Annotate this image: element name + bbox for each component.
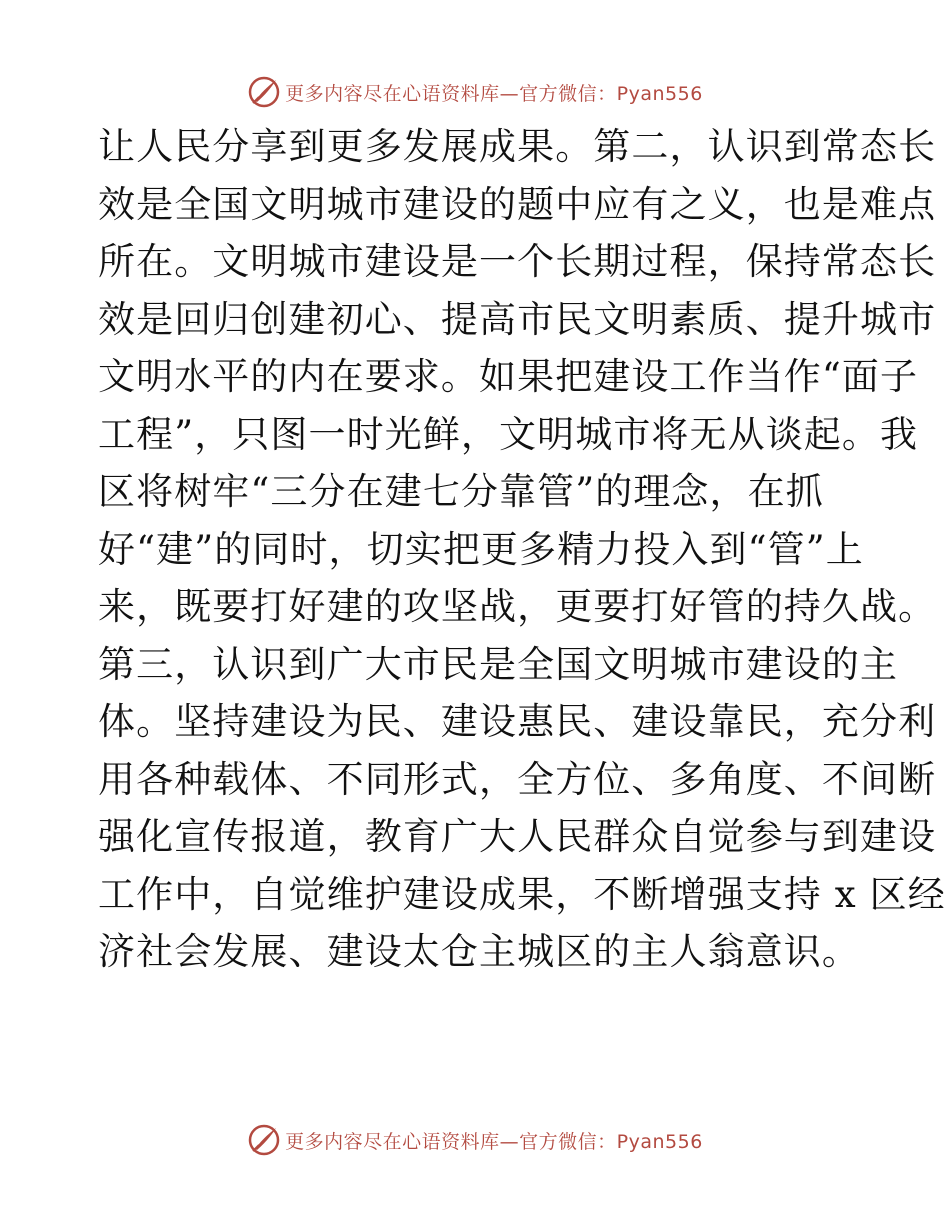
text-line: 强化宣传报道，教育广大人民群众自觉参与到建设 (98, 815, 937, 858)
text-line: 效是回归创建初心、提高市民文明素质、提升城市 (98, 297, 937, 341)
quill-logo-icon (247, 75, 281, 109)
header-banner-text: 更多内容尽在心语资料库—官方微信：Pyan556 (285, 82, 703, 105)
text-line: 文明水平的内在要求。如果把建设工作当作“面子 (98, 355, 919, 398)
document-body (98, 118, 946, 981)
text-line: 让人民分享到更多发展成果。第二，认识到常态长 (98, 125, 937, 168)
text-line: 好“建”的同时，切实把更多精力投入到“管”上 (98, 527, 864, 571)
text-line: 所在。文明城市建设是一个长期过程，保持常态长 (98, 240, 937, 283)
footer-banner (0, 1120, 950, 1160)
text-line: 第三，认识到广大市民是全国文明城市建设的主 (98, 642, 899, 686)
text-line: 区将树牢“三分在建七分靠管”的理念，在抓 (98, 470, 824, 513)
footer-banner-text: 更多内容尽在心语资料库—官方微信：Pyan556 (285, 1130, 703, 1153)
text-line: 工程”，只图一时光鲜，文明城市将无从谈起。我 (98, 412, 919, 456)
text-line: 工作中，自觉维护建设成果，不断增强支持 x 区经 (98, 872, 946, 916)
text-line: 效是全国文明城市建设的题中应有之义，也是难点 (98, 182, 937, 226)
text-line: 来，既要打好建的攻坚战，更要打好管的持久战。 (98, 585, 937, 628)
text-line: 用各种载体、不同形式，全方位、多角度、不间断 (98, 757, 937, 801)
header-banner (0, 72, 950, 112)
text-line: 体。坚持建设为民、建设惠民、建设靠民，充分利 (98, 700, 937, 743)
text-line: 济社会发展、建设太仓主城区的主人翁意识。 (98, 930, 860, 973)
quill-logo-icon (247, 1123, 281, 1157)
